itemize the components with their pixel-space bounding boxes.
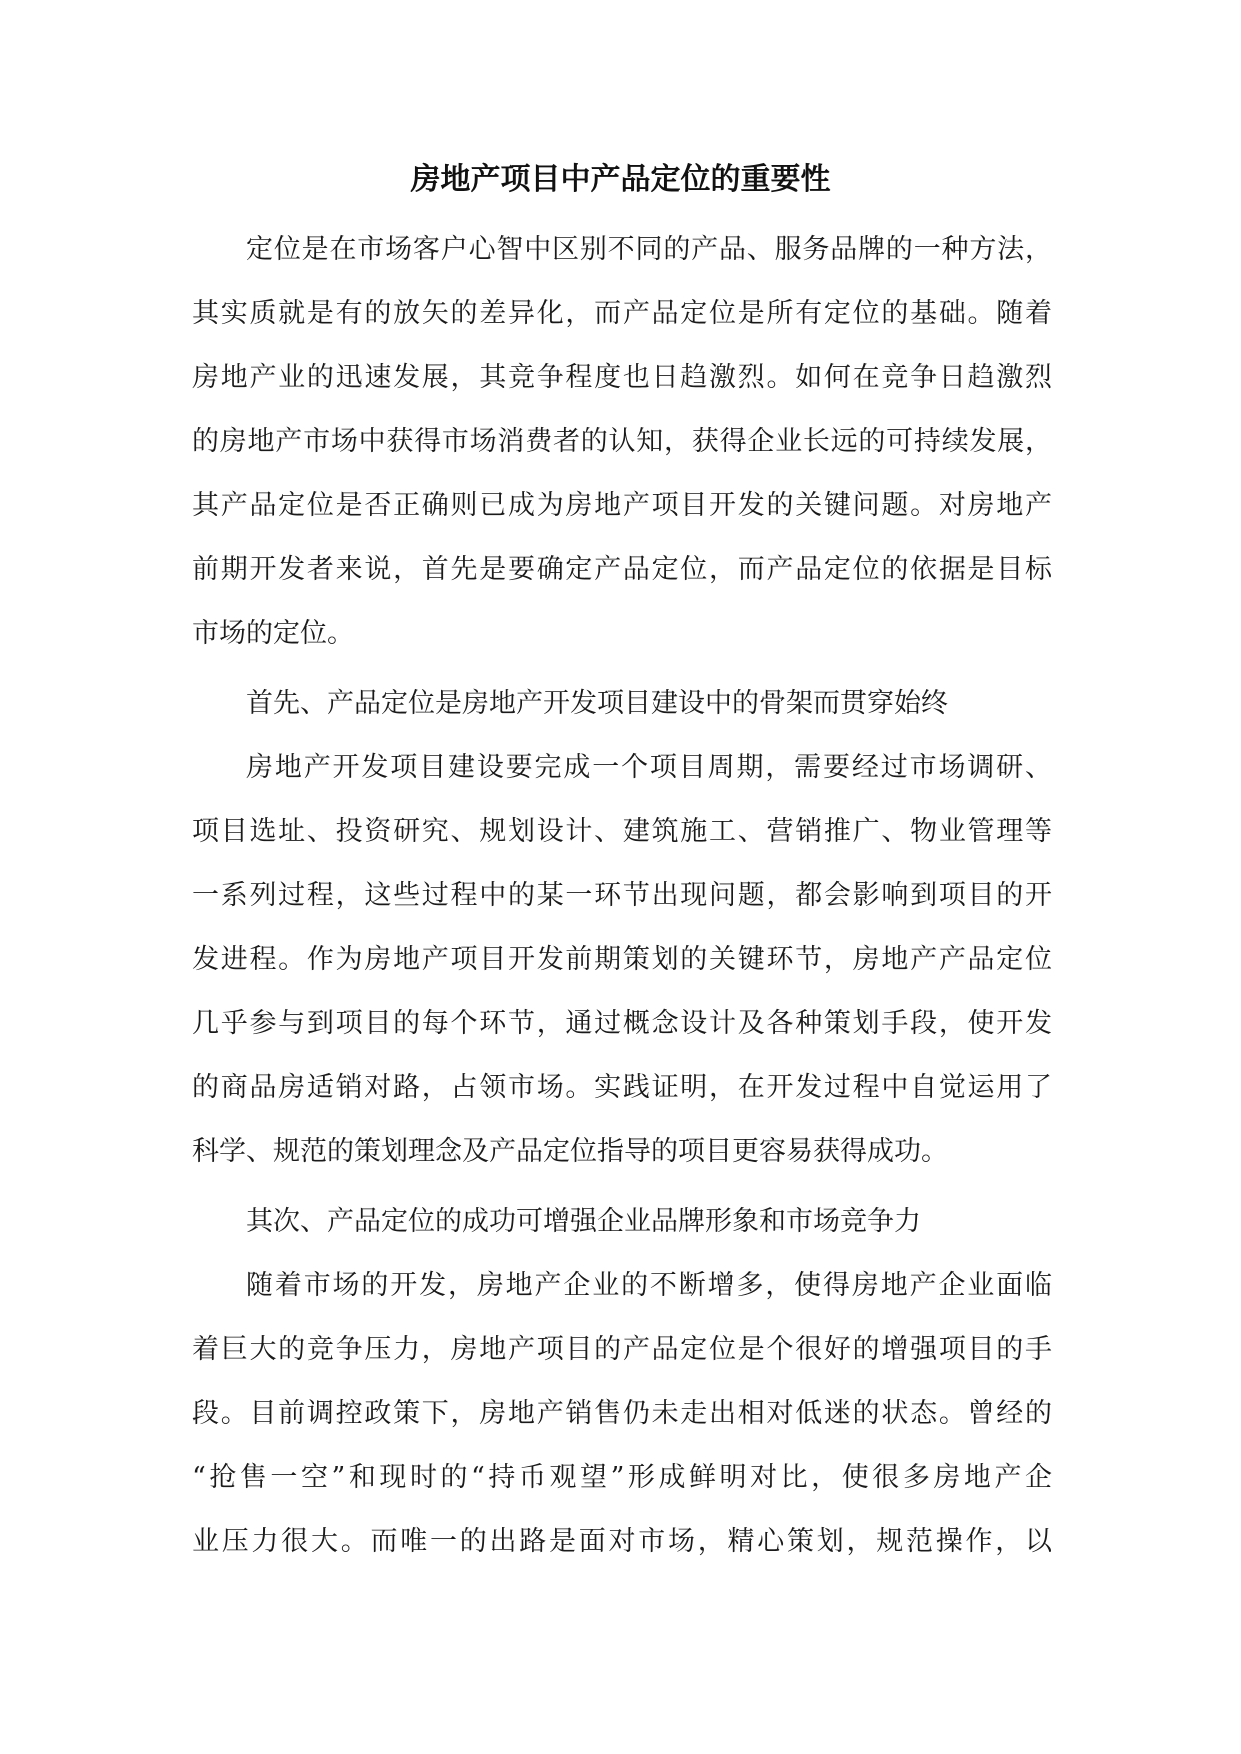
- section-heading-first: [192, 672, 1052, 736]
- paragraph-project-cycle: [192, 736, 1052, 1184]
- paragraph-line: 发进程。作为房地产项目开发前期策划的关键环节，房地产产品定位: [192, 944, 1052, 975]
- paragraph-line: 几乎参与到项目的每个环节，通过概念设计及各种策划手段，使开发: [192, 1008, 1052, 1039]
- paragraph-line: “抢售一空”和现时的“持币观望”形成鲜明对比，使很多房地产企: [192, 1462, 1052, 1493]
- document-title: 房地产项目中产品定位的重要性: [410, 162, 831, 197]
- paragraph-line: 随着市场的开发，房地产企业的不断增多，使得房地产企业面临: [246, 1270, 1052, 1301]
- paragraph-brand-image: [192, 1254, 1052, 1574]
- paragraph-line: 段。目前调控政策下，房地产销售仍未走出相对低迷的状态。曾经的: [192, 1398, 1052, 1429]
- paragraph-line: 定位是在市场客户心智中区别不同的产品、服务品牌的一种方法，: [246, 234, 1052, 265]
- paragraph-line: 市场的定位。: [192, 618, 354, 649]
- paragraph-line: 业压力很大。而唯一的出路是面对市场，精心策划，规范操作，以: [192, 1526, 1052, 1557]
- section-heading-second: [192, 1190, 1052, 1254]
- paragraph-line: 一系列过程，这些过程中的某一环节出现问题，都会影响到项目的开: [192, 880, 1052, 911]
- section-heading-line: 首先、产品定位是房地产开发项目建设中的骨架而贯穿始终: [246, 688, 948, 719]
- paragraph-line: 的房地产市场中获得市场消费者的认知，获得企业长远的可持续发展，: [192, 426, 1052, 457]
- paragraph-line: 前期开发者来说，首先是要确定产品定位，而产品定位的依据是目标: [192, 554, 1052, 585]
- paragraph-line: 其实质就是有的放矢的差异化，而产品定位是所有定位的基础。随着: [192, 298, 1052, 329]
- paragraph-line: 科学、规范的策划理念及产品定位指导的项目更容易获得成功。: [192, 1136, 948, 1167]
- paragraph-intro: [192, 218, 1052, 666]
- section-heading-line: 其次、产品定位的成功可增强企业品牌形象和市场竞争力: [246, 1206, 921, 1237]
- paragraph-line: 其产品定位是否正确则已成为房地产项目开发的关键问题。对房地产: [192, 490, 1052, 521]
- paragraph-line: 房地产业的迅速发展，其竞争程度也日趋激烈。如何在竞争日趋激烈: [192, 362, 1052, 393]
- paragraph-line: 项目选址、投资研究、规划设计、建筑施工、营销推广、物业管理等: [192, 816, 1052, 847]
- paragraph-line: 着巨大的竞争压力，房地产项目的产品定位是个很好的增强项目的手: [192, 1334, 1052, 1365]
- paragraph-line: 的商品房适销对路，占领市场。实践证明，在开发过程中自觉运用了: [192, 1072, 1052, 1103]
- paragraph-line: 房地产开发项目建设要完成一个项目周期，需要经过市场调研、: [246, 752, 1052, 783]
